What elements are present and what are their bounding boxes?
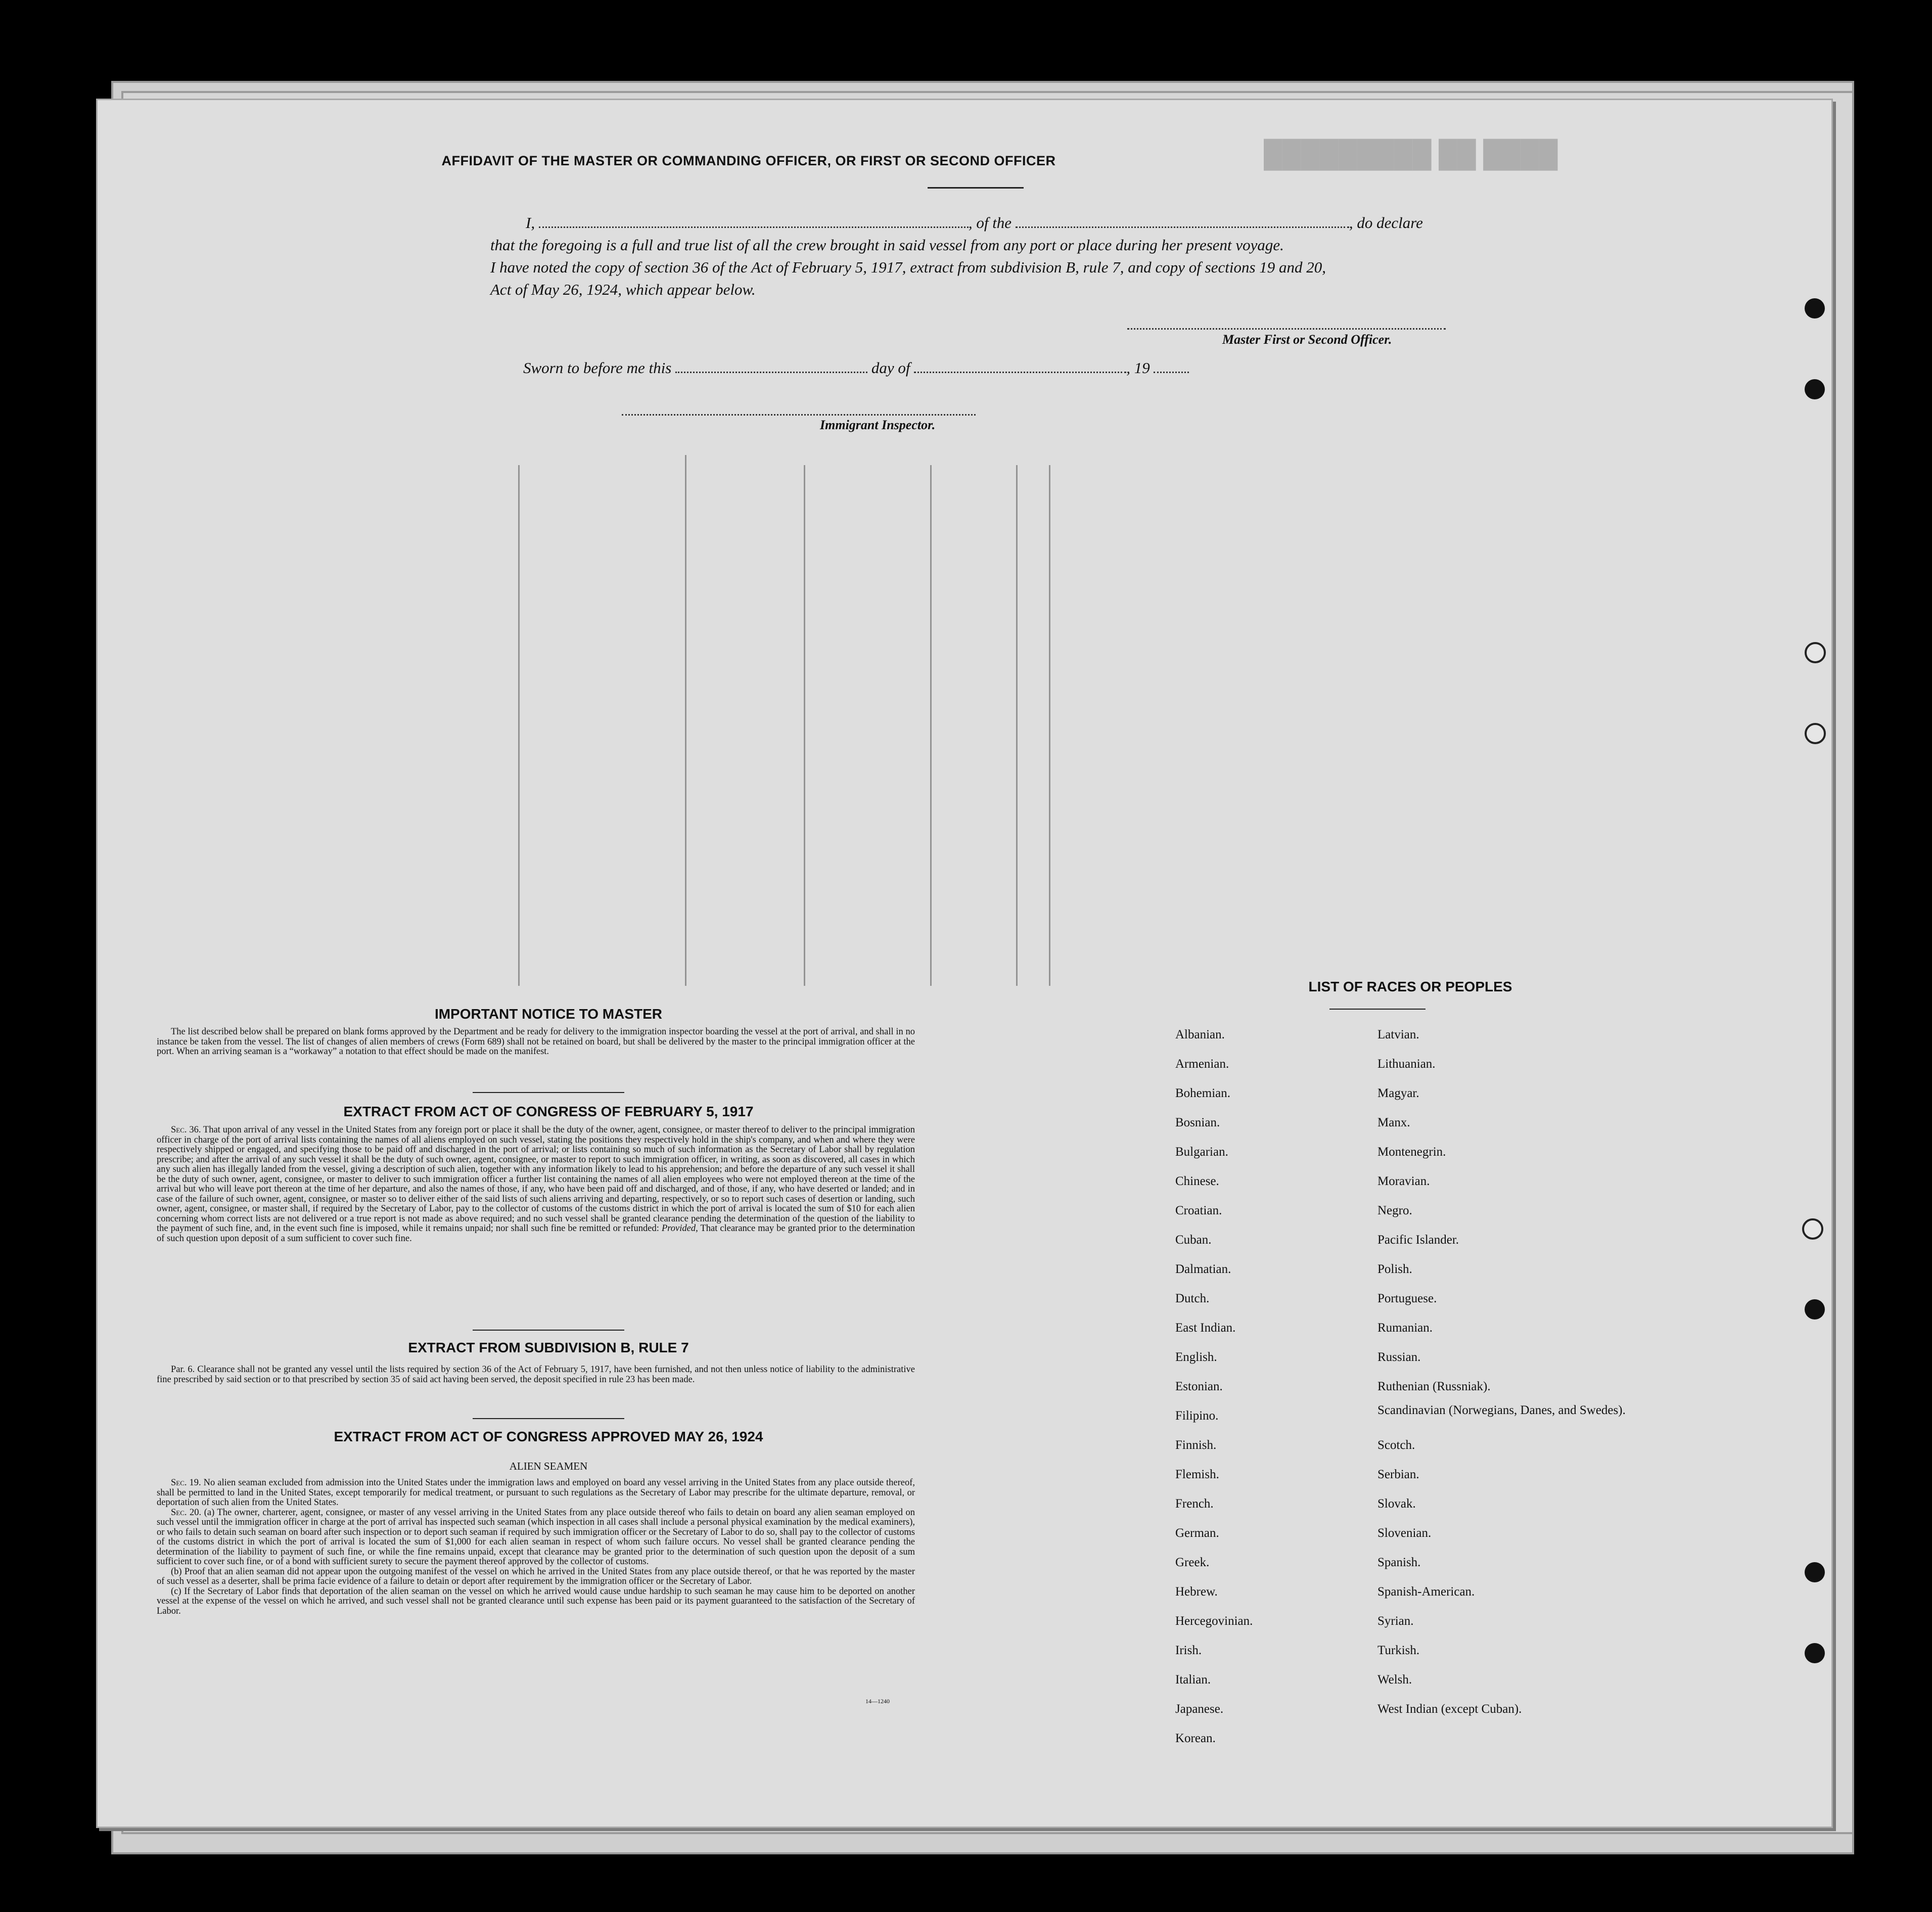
race-item: Welsh. [1377,1673,1412,1687]
bleed-column-line [930,465,932,986]
sec-20b-body: (b) Proof that an alien seaman did not appear upon the outgoing manifest of the vessel on which he arrived in the United States from any place outside thereof, or that he was reported by the master of such vessel as a deserter, shall be prima facie evidence of a failure to detain or deport after requirement by the immigration officer or the Secretary of Labor. [157,1566,915,1586]
race-item: Dalmatian. [1175,1262,1231,1276]
races-left-column [1175,1020,1253,1753]
bleed-column-line [804,465,805,986]
race-item: Polish. [1377,1262,1412,1276]
race-item: Scandinavian (Norwegians, Danes, and Swedes). [1377,1403,1626,1417]
race-item: Turkish. [1377,1644,1420,1657]
master-signature-line[interactable] [1127,326,1446,330]
declarant-label: I, [526,214,535,232]
race-item: Korean. [1175,1732,1216,1745]
punch-hole [1805,1643,1825,1663]
bleed-column-line [518,465,520,986]
bleed-column-line [1016,465,1018,986]
affidavit-line-3: I have noted the copy of section 36 of the Act of February 5, 1917, extract from subdivision B, rule 7, and copy of sections 19 and 20, [490,258,1326,276]
race-item: Japanese. [1175,1702,1224,1716]
race-item: Hercegovinian. [1175,1614,1253,1628]
affidavit-line-4: Act of May 26, 1924, which appear below. [490,281,756,298]
race-item: Bohemian. [1175,1086,1231,1100]
sec-36-label: Sec. 36. [171,1125,201,1135]
inspector-signature-label: Immigrant Inspector. [820,418,936,432]
extract-1917-title: EXTRACT FROM ACT OF CONGRESS OF FEBRUARY 5, 1917 [343,1104,754,1119]
extract-1924-text [157,1478,915,1616]
section-rule [473,1418,624,1419]
race-item: Latvian. [1377,1028,1419,1041]
race-item: French. [1175,1497,1214,1511]
race-item: English. [1175,1350,1217,1364]
form-number: 14—1240 [865,1698,890,1705]
sworn-month-field[interactable] [914,370,1126,373]
race-item: Chinese. [1175,1174,1219,1188]
race-item: Slovak. [1377,1497,1416,1511]
race-item: Albanian. [1175,1028,1225,1041]
race-item: Croatian. [1175,1204,1222,1217]
race-item: Hebrew. [1175,1585,1218,1599]
race-item: Moravian. [1377,1174,1430,1188]
race-item: Spanish-American. [1377,1585,1475,1599]
alien-seamen-subtitle: ALIEN SEAMEN [509,1460,588,1472]
sec-19-body: No alien seaman excluded from admission into the United States under the immigration laws and employed on board any vessel arriving in the United States from any place outside thereof, shall be permitted to land in the United States, except temporarily for medical treatment, or pursuant to such regulations as the Secretary of Labor may prescribe for the ultimate departure, removal, or deportation of such alien from the United States. [157,1478,915,1508]
sworn-year-field[interactable] [1154,370,1189,373]
proviso-body: That clearance may be granted prior to the determination of such question upon deposit of a sum sufficient to cover such fine. [157,1223,915,1244]
race-item: East Indian. [1175,1321,1236,1335]
race-item: Scotch. [1377,1438,1415,1452]
notice-title: IMPORTANT NOTICE TO MASTER [434,1006,663,1022]
race-item: Filipino. [1175,1409,1219,1423]
race-item: German. [1175,1526,1219,1540]
race-item: Pacific Islander. [1377,1233,1459,1247]
affidavit-title: AFFIDAVIT OF THE MASTER OR COMMANDING OFFICER, OR FIRST OR SECOND OFFICER [441,153,1056,168]
section-rule [473,1330,624,1331]
affidavit-line-1 [526,214,1423,232]
rule-7-title: EXTRACT FROM SUBDIVISION B, RULE 7 [408,1340,689,1355]
rule-7-text [157,1365,915,1385]
extract-1917-text [157,1125,915,1244]
declarant-name-field[interactable] [539,224,969,228]
race-item: Flemish. [1175,1468,1219,1481]
race-item: Bosnian. [1175,1116,1220,1129]
race-item: Serbian. [1377,1468,1419,1481]
inspector-signature-line[interactable] [622,412,976,416]
races-right-column [1377,1020,1626,1724]
race-item: Slovenian. [1377,1526,1432,1540]
affidavit-line-2: that the foregoing is a full and true list of all the crew brought in said vessel from any port or place during her present voyage. [490,236,1284,254]
sec-20a-body: (a) The owner, charterer, agent, consignee, or master of any vessel arriving in the United States from any place outside thereof who fails to detain on board any alien seaman employed on such vessel until the immigration officer in charge at the port of arrival has inspected such seaman (which inspection in all cases shall include a personal physical examination by the medical examiners), or who fails to detain such seaman on board after such inspection or to deport such seaman if required by such immigration officer or the Secretary of Labor to do so, shall pay to the collector of customs of the customs district in which the port of arrival is located the sum of $1,000 for each alien seaman in respect of whom such failure occurs. No vessel shall be granted clearance pending the determination of the liability to payment of such fine, or while the fine remains unpaid, except that clearance may be granted prior to the determination of such question upon the deposit of a sum sufficient to cover such fine, or of a bond with sufficient surety to secure the payment thereof approved by the collector of customs. [157,1507,915,1567]
section-rule [473,1092,624,1093]
race-item: Negro. [1377,1204,1412,1217]
sec-20c-body: (c) If the Secretary of Labor finds that deportation of the alien seaman on the vessel on which he arrived would cause undue hardship to such seaman he may cause him to be deported on another vessel at the expense of the vessel on which he arrived, and such vessel shall not be granted clearance until such expense has been paid or its payment guaranteed to the satisfaction of the Secretary of Labor. [157,1586,915,1616]
declare-label: , do declare [1349,214,1423,232]
races-title: LIST OF RACES OR PEOPLES [1308,979,1512,994]
punch-hole [1805,1562,1825,1582]
master-signature-label: Master First or Second Officer. [1222,332,1392,347]
sec-19-label: Sec. 19. [171,1478,201,1488]
races-rule [1329,1009,1425,1010]
punch-hole [1805,1299,1825,1319]
punch-hole [1805,298,1825,318]
race-item: Syrian. [1377,1614,1414,1628]
sworn-label: Sworn to before me this [523,359,672,377]
race-item: Armenian. [1175,1057,1229,1071]
punch-hole [1805,723,1826,744]
extract-1924-title: EXTRACT FROM ACT OF CONGRESS APPROVED MAY 26, 1924 [334,1429,763,1444]
race-item: Dutch. [1175,1292,1210,1305]
race-item: Rumanian. [1377,1321,1433,1335]
race-item: Estonian. [1175,1380,1223,1393]
race-item: West Indian (except Cuban). [1377,1702,1522,1716]
bleed-column-line [685,455,686,986]
sec-36-body: That upon arrival of any vessel in the United States from any foreign port or place it shall be the duty of the owner, agent, consignee, or master thereof to deliver to the principal immigration officer in charge of the port of arrival lists containing the names of all aliens employed on such vessel, stating the positions they respectively hold in the ship's company, and when and where they were respectively shipped or engaged, and specifying those to be paid off and discharged in the port of arrival; or lists containing so much of such information as the Secretary of Labor shall by regulation prescribe; and after the arrival of any such vessel it shall be the duty of such owner, agent, consignee, or master to report to such immigration officer, in writing, as soon as discovered, all cases in which any such alien has illegally landed from the vessel, giving a description of such alien, together with any information likely to lead to his apprehension; and before the departure of any such vessel it shall be the duty of such owner, agent, consignee, or master to deliver to such immigration officer a further list containing the names of all alien employees who were not employed thereon at the time of the arrival but who will leave port thereon at the time of her departure, and also the names of those, if any, who have been paid off and discharged, and of those, if any, who have deserted or landed; and in case of the failure of such owner, agent, consignee, or master so to deliver either of the said lists of such aliens arriving and departing, respectively, or so to report such cases of desertion or landing, such owner, agent, consignee, or master shall, if required by the Secretary of Labor, pay to the collector of customs of the customs district in which the port of arrival is located the sum of $10 for each alien concerning whom correct lists are not delivered or a true report is not made as above required; and no such vessel shall be granted clearance pending the determination of the question of the liability to the payment of such fine, and, in the event such fine is imposed, while it remains unpaid; nor shall such fine be remitted or refunded: [157,1125,915,1234]
punch-hole [1805,642,1826,663]
race-item: Spanish. [1377,1556,1421,1569]
punch-hole [1802,1218,1823,1240]
race-item: Cuban. [1175,1233,1212,1247]
notice-body: The list described below shall be prepared on blank forms approved by the Department and be ready for delivery to the immigration inspector boarding the vessel at the port of arrival, and shall in no instance be taken from the vessel. The list of changes of alien members of crews (Form 689) shall not be retained on board, but shall be delivered by the master to the principal immigration officer at the port. When an arriving seaman is a “workaway” a notation to that effect should be made on the manifest. [157,1027,915,1057]
proviso-word: Provided, [661,1223,698,1234]
sec-20-label: Sec. 20. [171,1507,202,1518]
race-item: Irish. [1175,1644,1202,1657]
day-of-label: day of [871,359,910,377]
title-rule [928,187,1024,189]
vessel-name-field[interactable] [1016,224,1349,228]
bleed-column-line [1049,465,1050,986]
vessel-label: , of the [968,214,1012,232]
race-item: Greek. [1175,1556,1210,1569]
sworn-day-field[interactable] [675,370,867,373]
race-item: Russian. [1377,1350,1421,1364]
year-label: , 19 [1126,359,1150,377]
notice-text [157,1027,915,1057]
race-item: Portuguese. [1377,1292,1437,1305]
rule-7-body: Par. 6. Clearance shall not be granted any vessel until the lists required by section 36 of the Act of February 5, 1917, have been furnished, and not then unless notice of liability to the administrative fine prescribed by said section or to that prescribed by section 35 of said act having been served, the deposit specified in rule 23 has been made. [157,1364,915,1385]
race-item: Ruthenian (Russniak). [1377,1380,1491,1393]
race-item: Manx. [1377,1116,1410,1129]
race-item: Finnish. [1175,1438,1217,1452]
punch-hole [1805,379,1825,399]
race-item: Montenegrin. [1377,1145,1446,1159]
bleed-through-title: ████ ██ █████████ [1264,140,1558,169]
race-item: Bulgarian. [1175,1145,1228,1159]
sworn-line [523,359,1189,377]
race-item: Lithuanian. [1377,1057,1436,1071]
race-item: Magyar. [1377,1086,1419,1100]
race-item: Italian. [1175,1673,1211,1687]
